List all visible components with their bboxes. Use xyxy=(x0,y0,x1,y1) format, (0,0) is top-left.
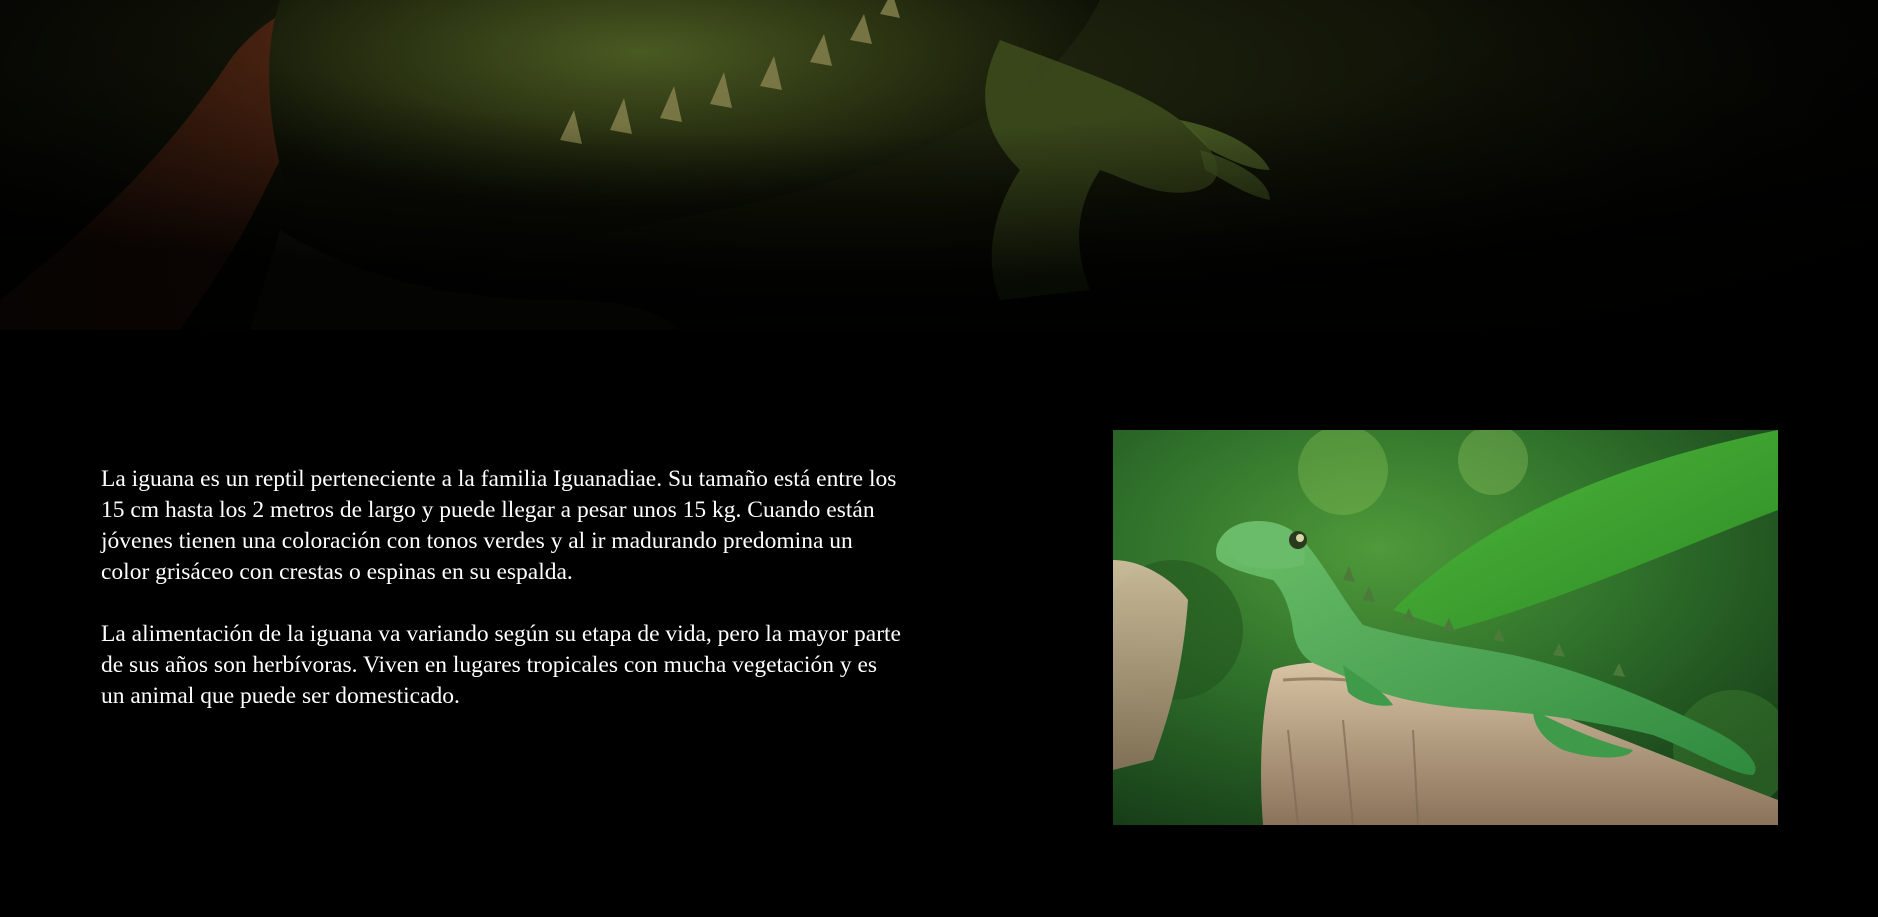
iguana-photo xyxy=(1113,430,1778,825)
article-text xyxy=(101,464,901,743)
hero-iguana-image xyxy=(0,0,1878,330)
paragraph-diet-habitat: La alimentación de la iguana va variando según su etapa de vida, pero la mayor parte de sus años son herbívoras. Viven en lugares tropicales con mucha vegetación y es un animal que puede ser domesticado. xyxy=(101,621,901,709)
hero-banner xyxy=(0,0,1878,330)
paragraph-description: La iguana es un reptil perteneciente a la familia Iguanadiae. Su tamaño está entre los 15 cm hasta los 2 metros de largo y puede llegar a pesar unos 15 kg. Cuando están jóvenes tienen una coloración con tonos verdes y al ir madurando predomina un color grisáceo con crestas o espinas en su espalda. xyxy=(101,466,897,585)
iguana-photo-image xyxy=(1113,430,1778,825)
content-section xyxy=(0,330,1878,917)
